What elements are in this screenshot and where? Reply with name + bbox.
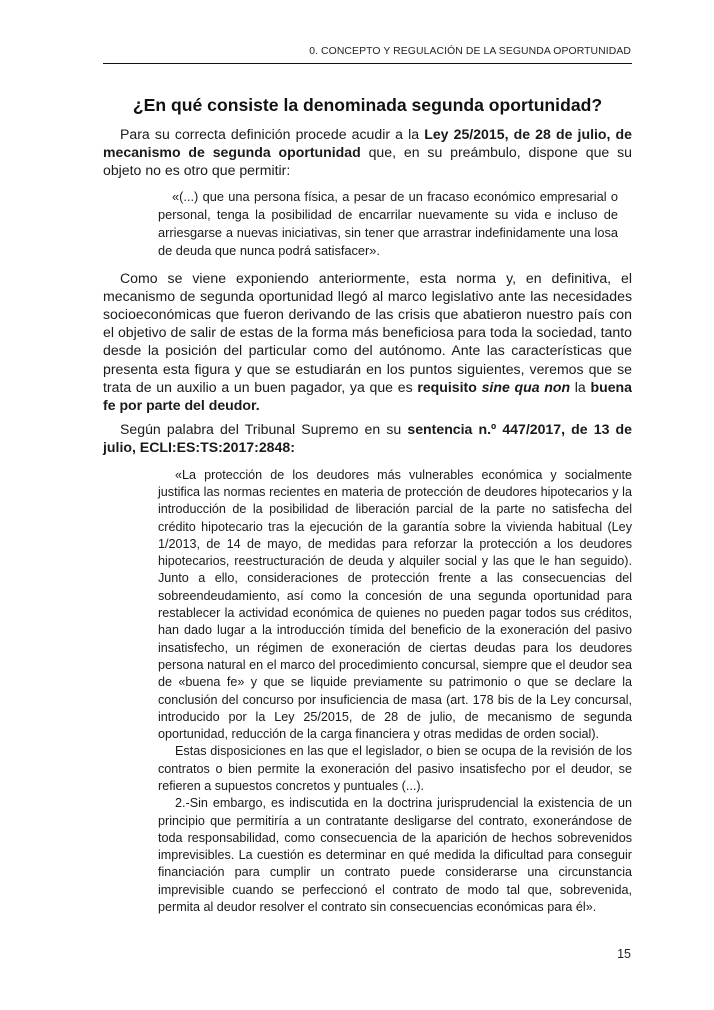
running-header: 0. CONCEPTO Y REGULACIÓN DE LA SEGUNDA OPORTUNIDAD <box>309 46 631 57</box>
requisito-word: requisito <box>417 378 482 395</box>
preamble-quote-text: «(...) que una persona física, a pesar de un fracaso económico empresarial o personal, tenga la posibilidad de encarrilar nuevamente su vida e incluso de arriesgarse a nuevas iniciativas, sin tener que arrastrar indefinidamente una losa de deuda que nunca podrá satisfacer». <box>158 188 618 258</box>
supreme-court-quote <box>158 467 632 917</box>
intro-text-after: que, en su preámbulo, dispone que su objeto no es otro que permitir: <box>103 144 632 179</box>
ruling-text-before: Según palabra del Tribunal Supremo en su <box>120 421 408 438</box>
good-faith-bold: buena fe por parte del deudor. <box>103 378 632 414</box>
context-paragraph <box>103 269 632 415</box>
context-text-main: Como se viene exponiendo anteriormente, esta norma y, en definitiva, el mecanismo de segunda oportunidad llegó al marco legislativo ante las necesidades socioeconómicas que fueron derivando de las crisis que abatieron nuestro país con el objetivo de salir de estas de la forma más beneficiosa para toda la sociedad, tanto desde la posición del particular como del autónomo. Ante las características que presenta esta figura y que se estudiarán en los puntos siguientes, veremos que se trata de un auxilio a un buen pagador, ya que es <box>103 269 632 395</box>
header-rule <box>103 63 632 64</box>
quote-paragraph-3: 2.-Sin embargo, es indiscutida en la doctrina jurisprudencial la existencia de un principio que permitiría a un contratante desligarse del contrato, exonerándose de toda responsabilidad, como consecuencia de la aparición de hechos sobrevenidos imprevisibles. La cuestión es determinar en qué medida la dificultad para conseguir financiación para cumplir un contrato puede considerarse una circunstancia imprevisible cuando se perfeccionó el contrato de modo tal que, sobrevenida, permita al deudor resolver el contrato sin consecuencias económicas para él». <box>158 796 632 915</box>
intro-text-before: Para su correcta definición procede acudir a la <box>120 126 425 142</box>
requisito-bold <box>417 379 570 395</box>
latin-phrase: sine qua non <box>481 378 571 395</box>
context-text-mid: la <box>570 378 591 395</box>
quote-paragraph-1: «La protección de los deudores más vulnerables económica y socialmente justifica las normas recientes en materia de protección de deudores hipotecarios y la introducción de la posibilidad de liberación parcial de la parte no satisfecha del crédito hipotecario tras la ejecución de la garantía sobre la vivienda habitual (Ley 1/2013, de 14 de mayo, de medidas para reforzar la protección a los deudores hipotecarios, reestructuración de deuda y alquiler social y las que le han seguido). Junto a ello, consideraciones de protección frente a las consecuencias del sobreendeudamiento, así como la concesión de una segunda oportunidad para restablecer la actividad económica de quienes no pueden pagar todos sus créditos, han dado lugar a la introducción tímida del beneficio de la exoneración del pasivo insatisfecho, un régimen de exoneración de ciertas deudas para los deudores persona natural en el marco del procedimiento concursal, siempre que el deudor sea de «buena fe» y que se liquide previamente su patrimonio o que se declare la conclusión del concurso por insuficiencia de masa (art. 178 bis de la Ley concursal, introducido por la Ley 25/2015, de 28 de julio, de mecanismo de segunda oportunidad, reducción de la carga financiera y otras medidas de orden social). <box>158 467 632 742</box>
law-reference: Ley 25/2015, de 28 de julio, de mecanismo de segunda oportunidad <box>103 126 632 161</box>
ruling-reference: sentencia n.º 447/2017, de 13 de julio, ECLI:ES:TS:2017:2848: <box>103 421 632 456</box>
preamble-quote <box>158 188 618 260</box>
quote-paragraph-2: Estas disposiciones en las que el legislador, o bien se ocupa de la revisión de los contratos o bien permite la exoneración del pasivo insatisfecho por el deudor, se refieren a supuestos concretos y puntuales (...). <box>158 744 632 793</box>
intro-paragraph <box>103 125 632 180</box>
section-title: ¿En qué consiste la denominada segunda oportunidad? <box>132 95 603 115</box>
page-content <box>103 94 632 916</box>
ruling-paragraph <box>103 420 632 456</box>
page-number: 15 <box>617 947 631 961</box>
